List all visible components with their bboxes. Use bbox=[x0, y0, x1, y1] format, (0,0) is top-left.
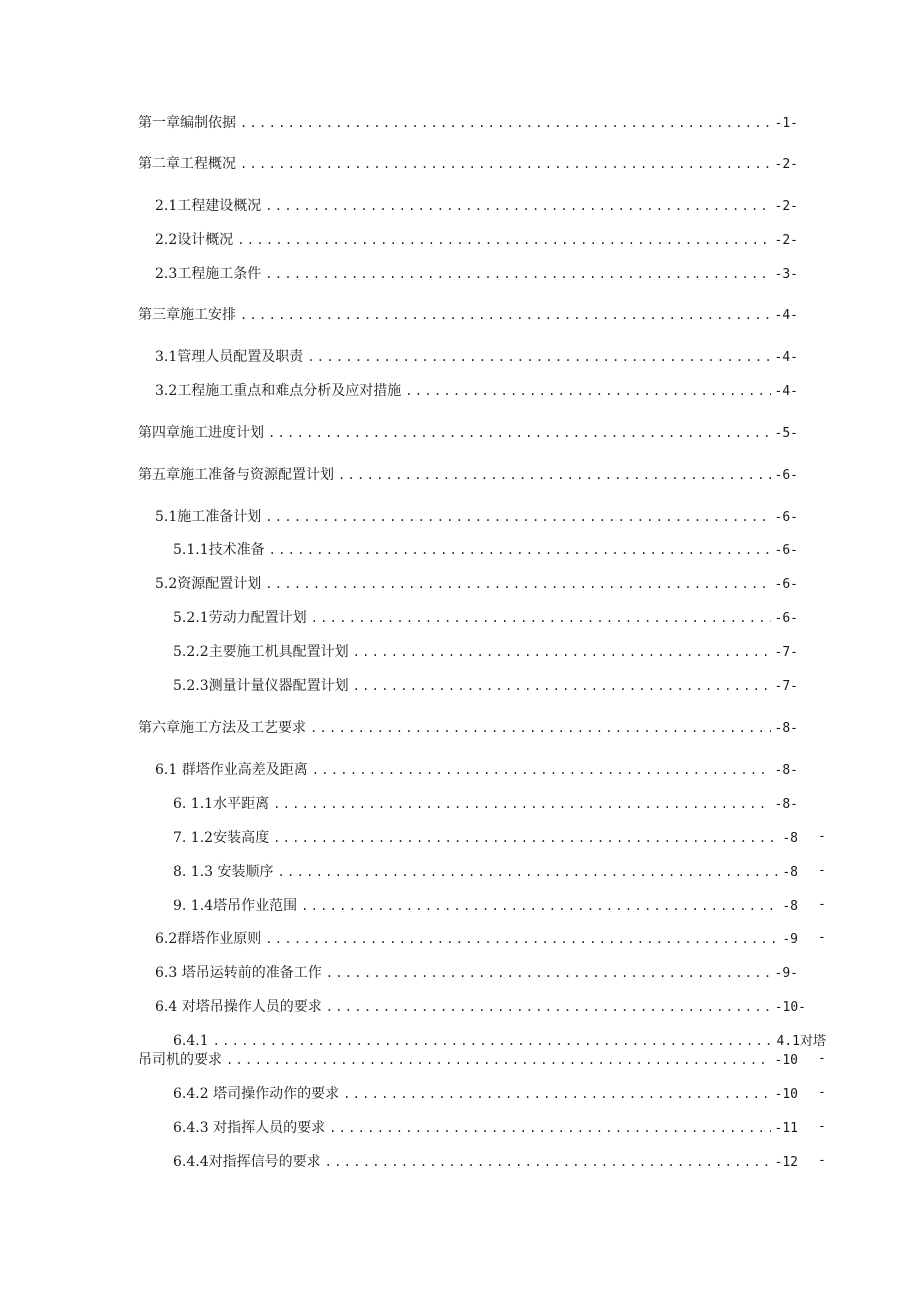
toc-leader bbox=[353, 677, 771, 695]
toc-leader bbox=[325, 1153, 771, 1171]
toc-entry-page: -9- bbox=[774, 966, 798, 981]
toc-entry-label: 6.4.4对指挥信号的要求 bbox=[173, 1154, 321, 1170]
toc-leader bbox=[338, 466, 771, 484]
toc-entry bbox=[155, 265, 798, 284]
toc-entry-label: 第二章工程概况 bbox=[138, 156, 236, 172]
toc-entry-label: 6.4 对塔吊操作人员的要求 bbox=[155, 999, 322, 1015]
toc-entry-label: 6.4.2 塔司操作动作的要求 bbox=[173, 1086, 340, 1102]
toc-entry bbox=[155, 575, 798, 594]
toc-entry bbox=[138, 424, 798, 443]
toc-entry-page: -3- bbox=[774, 267, 798, 282]
toc-entry-label: 2.2设计概况 bbox=[155, 232, 234, 248]
toc-leader bbox=[278, 863, 779, 881]
toc-entry-page: 4.1对塔 bbox=[776, 1034, 826, 1049]
toc-leader bbox=[240, 114, 771, 132]
toc-entry-label: 5.1施工准备计划 bbox=[155, 509, 262, 525]
toc-entry-page-tail: - bbox=[818, 897, 826, 912]
toc-entry bbox=[173, 643, 798, 662]
toc-entry-page: -6- bbox=[774, 468, 798, 483]
toc-entry bbox=[155, 231, 798, 250]
toc-entry-page: -5- bbox=[774, 426, 798, 441]
toc-entry-page: -12 bbox=[774, 1155, 798, 1170]
toc-entry-page: -8 bbox=[782, 865, 798, 880]
toc-leader bbox=[265, 575, 770, 593]
toc-entry-page: -4- bbox=[774, 308, 798, 323]
toc-entry-label: 第六章施工方法及工艺要求 bbox=[138, 720, 306, 736]
toc-entry bbox=[173, 795, 798, 814]
toc-leader bbox=[240, 306, 771, 324]
toc-entry-page: -9 bbox=[782, 932, 798, 947]
toc-leader bbox=[329, 1119, 770, 1137]
toc-leader bbox=[213, 1032, 773, 1050]
toc-entry-page: -8- bbox=[774, 721, 798, 736]
toc-entry-page-tail: - bbox=[818, 1051, 826, 1066]
toc-entry-label: 2.3工程施工条件 bbox=[155, 266, 262, 282]
toc-entry bbox=[155, 930, 798, 949]
toc-entry-label: 8. 1.3 安装顺序 bbox=[173, 864, 274, 880]
toc-entry-page: -6- bbox=[774, 611, 798, 626]
toc-entry-page: -4- bbox=[774, 350, 798, 365]
toc-entry-label: 3.1管理人员配置及职责 bbox=[155, 349, 304, 365]
toc-leader bbox=[310, 719, 771, 737]
toc-entry bbox=[173, 829, 798, 848]
toc-entry bbox=[173, 609, 798, 628]
toc-leader bbox=[237, 231, 770, 249]
toc-entry-label: 9. 1.4塔吊作业范围 bbox=[173, 898, 298, 914]
toc-leader bbox=[226, 1051, 771, 1069]
toc-entry-page: -1- bbox=[774, 116, 798, 131]
toc-entry-page: -4- bbox=[774, 384, 798, 399]
toc-leader bbox=[265, 930, 778, 948]
toc-entry-label: 吊司机的要求 bbox=[138, 1052, 222, 1068]
toc-entry bbox=[173, 863, 798, 882]
toc-entry-label: 第五章施工准备与资源配置计划 bbox=[138, 467, 334, 483]
toc-entry-page-tail: - bbox=[818, 1153, 826, 1168]
toc-entry-label: 5.2.1劳动力配置计划 bbox=[173, 610, 307, 626]
toc-entry bbox=[155, 197, 798, 216]
toc-entry-page-tail: - bbox=[818, 829, 826, 844]
toc-entry-label: 第四章施工进度计划 bbox=[138, 425, 264, 441]
toc-entry bbox=[173, 1032, 826, 1051]
toc-entry bbox=[173, 1153, 798, 1172]
toc-leader bbox=[240, 155, 771, 173]
toc-leader bbox=[301, 897, 778, 915]
toc-entry-label: 3.2工程施工重点和难点分析及应对措施 bbox=[155, 383, 402, 399]
toc-entry bbox=[155, 382, 798, 401]
toc-entry bbox=[138, 114, 798, 133]
toc-entry bbox=[138, 306, 798, 325]
toc-entry-page: -6- bbox=[774, 577, 798, 592]
toc-entry bbox=[173, 1119, 798, 1138]
toc-entry bbox=[173, 677, 798, 696]
toc-entry-label: 第一章编制依据 bbox=[138, 115, 236, 131]
toc-entry-page: -2- bbox=[774, 233, 798, 248]
toc-leader bbox=[273, 795, 770, 813]
toc-entry-page: -10 bbox=[774, 1087, 798, 1102]
toc-leader bbox=[265, 197, 770, 215]
toc-leader bbox=[268, 424, 771, 442]
toc-entry-page: -2- bbox=[774, 199, 798, 214]
toc-leader bbox=[326, 964, 771, 982]
toc-entry-page: -6- bbox=[774, 543, 798, 558]
toc-entry-label: 7. 1.2安装高度 bbox=[173, 830, 270, 846]
toc-entry-page: -8 bbox=[782, 899, 798, 914]
toc-entry-page-tail: - bbox=[818, 1119, 826, 1134]
toc-leader bbox=[353, 643, 771, 661]
toc-entry bbox=[138, 1051, 798, 1070]
toc-entry bbox=[138, 466, 798, 485]
toc-entry bbox=[173, 1085, 798, 1104]
toc-entry-label: 第三章施工安排 bbox=[138, 307, 236, 323]
toc-entry-label: 6.3 塔吊运转前的准备工作 bbox=[155, 965, 322, 981]
toc-entry-page: -2- bbox=[774, 157, 798, 172]
toc-entry-label: 5.1.1技术准备 bbox=[173, 542, 265, 558]
toc-leader bbox=[405, 382, 770, 400]
toc-leader bbox=[326, 998, 771, 1016]
toc-entry-label: 5.2.3测量计量仪器配置计划 bbox=[173, 678, 349, 694]
toc-entry-page: -10- bbox=[774, 1000, 806, 1015]
toc-leader bbox=[273, 829, 778, 847]
toc-entry-page: -8- bbox=[774, 763, 798, 778]
toc-leader bbox=[311, 609, 771, 627]
toc-entry-page: -8- bbox=[774, 797, 798, 812]
toc-leader bbox=[312, 761, 771, 779]
toc-entry-label: 6. 1.1水平距离 bbox=[173, 796, 270, 812]
toc-leader bbox=[307, 348, 770, 366]
toc-entry-page: -6- bbox=[774, 510, 798, 525]
toc-entry-page: -7- bbox=[774, 679, 798, 694]
toc-leader bbox=[343, 1085, 770, 1103]
toc-entry bbox=[173, 897, 798, 916]
toc-entry-label: 6.4.3 对指挥人员的要求 bbox=[173, 1120, 326, 1136]
toc-entry-page: -11 bbox=[774, 1121, 798, 1136]
toc-leader bbox=[269, 541, 771, 559]
toc-entry-page: -10 bbox=[774, 1053, 798, 1068]
toc-leader bbox=[265, 265, 770, 283]
toc-entry bbox=[155, 508, 798, 527]
toc-entry-label: 2.1工程建设概况 bbox=[155, 198, 262, 214]
toc-entry-label: 5.2.2主要施工机具配置计划 bbox=[173, 644, 349, 660]
toc-entry-label: 6.1 群塔作业高差及距离 bbox=[155, 762, 308, 778]
toc-entry-page-tail: - bbox=[818, 930, 826, 945]
toc-entry-label: 5.2资源配置计划 bbox=[155, 576, 262, 592]
toc-entry bbox=[155, 348, 798, 367]
toc-entry-page: -7- bbox=[774, 645, 798, 660]
toc-entry bbox=[155, 998, 806, 1017]
toc-entry bbox=[173, 541, 798, 560]
toc-entry-page-tail: - bbox=[818, 1085, 826, 1100]
toc-entry-page-tail: - bbox=[818, 863, 826, 878]
toc-entry-page: -8 bbox=[782, 831, 798, 846]
toc-entry-label: 6.2群塔作业原则 bbox=[155, 931, 262, 947]
toc-entry bbox=[138, 155, 798, 174]
toc-entry bbox=[155, 964, 798, 983]
toc-entry bbox=[138, 719, 798, 738]
toc-entry-label: 6.4.1 bbox=[173, 1033, 209, 1049]
toc-leader bbox=[265, 508, 770, 526]
toc-entry bbox=[155, 761, 798, 780]
